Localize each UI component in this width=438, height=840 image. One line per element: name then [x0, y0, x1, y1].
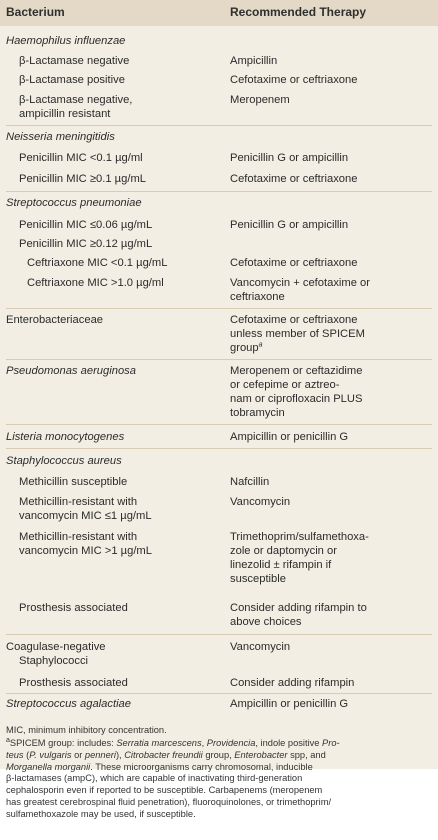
row-divider [6, 693, 432, 694]
therapy-cell [230, 341, 435, 355]
therapy-cell: zole or daptomycin or [230, 545, 337, 557]
footnote-text: spp, and [287, 749, 326, 760]
row-divider [6, 125, 432, 126]
footnote-text: or [71, 749, 85, 760]
footnote-line [6, 762, 434, 774]
bacterium-cell: Penicillin MIC ≤0.06 µg/mL [19, 219, 153, 231]
footnote-marker: a [6, 736, 10, 744]
bacterium-cell: vancomycin MIC ≤1 µg/mL [19, 510, 152, 522]
therapy-cell: Trimethoprim/sulfamethoxa- [230, 531, 369, 543]
row-divider [6, 359, 432, 360]
bacterium-name: Streptococcus agalactiae [6, 698, 132, 710]
footnote-species: Providencia [206, 738, 256, 748]
footnote-species: Morganella morganii [6, 761, 91, 772]
therapy-cell: Penicillin G or ampicillin [230, 152, 349, 164]
therapy-cell: Cefotaxime or ceftriaxone [230, 257, 358, 269]
therapy-cell: linezolid ± rifampin if [230, 559, 332, 571]
footnote-a [6, 738, 434, 821]
footnote-text: , indole positive [255, 738, 323, 748]
bacterium-name: Neisseria meningitidis [6, 131, 115, 143]
therapy-cell: Ampicillin or penicillin G [230, 431, 349, 443]
row-divider [6, 308, 432, 309]
footnote-text: , [201, 738, 207, 748]
footnote-text: group, [202, 749, 235, 760]
table-header [0, 0, 438, 26]
bacterium-name: Coagulase-negative [6, 641, 106, 653]
therapy-cell: Cefotaxime or ceftriaxone [230, 314, 358, 326]
bacterium-cell: β-Lactamase negative, [19, 94, 133, 106]
therapy-text: group [230, 342, 259, 354]
therapy-cell: or cefepime or aztreo- [230, 379, 340, 391]
bacterium-cell: Methicillin susceptible [19, 476, 128, 488]
footnote-species: Citrobacter freundii [124, 749, 203, 760]
footnote-line [6, 738, 434, 750]
therapy-cell: Consider adding rifampin [230, 677, 355, 689]
footnote-species: P. vulgaris [29, 749, 72, 760]
therapy-cell: above choices [230, 616, 302, 628]
footnote-line: β-lactamases (ampC), which are capable of inactivating third-generation [6, 773, 303, 784]
bacterium-cell: Penicillin MIC ≥0.12 µg/mL [19, 238, 153, 250]
footnote-species: Pro- [322, 738, 340, 748]
therapy-cell: Vancomycin [230, 496, 291, 508]
bacterium-name: Pseudomonas aeruginosa [6, 365, 136, 377]
footnote-text: SPICEM group: includes: [9, 738, 117, 748]
bacterium-name-cont: Staphylococci [19, 655, 89, 667]
therapy-cell: Nafcillin [230, 476, 270, 488]
therapy-cell: susceptible [230, 573, 286, 585]
bacterium-cell: β-Lactamase negative [19, 55, 130, 67]
bacterium-cell: Ceftriaxone MIC <0.1 µg/mL [27, 257, 168, 269]
bacterium-cell: Prosthesis associated [19, 602, 128, 614]
footnote-text: ( [23, 749, 30, 760]
bacterium-cell: Ceftriaxone MIC >1.0 µg/ml [27, 277, 164, 289]
therapy-cell: Vancomycin + cefotaxime or [230, 277, 371, 289]
bacterium-cell: Penicillin MIC ≥0.1 µg/mL [19, 173, 146, 185]
footnote-line: has greatest cerebrospinal fluid penetration), fluoroquinolones, or trimethoprim/ [6, 796, 332, 807]
row-divider [6, 191, 432, 192]
therapy-cell: Meropenem [230, 94, 290, 106]
footnote-mic: MIC, minimum inhibitory concentration. [6, 725, 167, 735]
bacterium-cell: β-Lactamase positive [19, 74, 125, 86]
row-divider [6, 634, 432, 635]
therapy-cell: Ampicillin [230, 55, 278, 67]
row-divider [6, 424, 432, 425]
bacterium-cell: Methicillin-resistant with [19, 531, 138, 543]
bacterium-name: Haemophilus influenzae [6, 35, 126, 47]
bacterium-name: Listeria monocytogenes [6, 431, 125, 443]
footnote-species: Serratia marcescens [116, 738, 202, 748]
footnote-species: teus [6, 749, 24, 760]
footnote-species: penneri [84, 749, 116, 760]
bacterium-name: Staphylococcus aureus [6, 455, 122, 467]
therapy-cell: Cefotaxime or ceftriaxone [230, 74, 358, 86]
bacterium-cell: vancomycin MIC >1 µg/mL [19, 545, 152, 557]
bacterium-cell: Methicillin-resistant with [19, 496, 138, 508]
therapy-cell: Ampicillin or penicillin G [230, 698, 349, 710]
bacterium-name: Enterobacteriaceae [6, 314, 104, 326]
footnote-species: Enterobacter [234, 749, 288, 760]
therapy-cell: unless member of SPICEM [230, 328, 365, 340]
therapy-cell: Penicillin G or ampicillin [230, 219, 349, 231]
therapy-cell: Cefotaxime or ceftriaxone [230, 173, 358, 185]
footnote-marker: a [258, 341, 263, 349]
bacterium-name: Streptococcus pneumoniae [6, 197, 142, 209]
footnote-text: . These microorganisms carry chromosomal, inducible [90, 761, 313, 772]
therapy-cell: tobramycin [230, 407, 285, 419]
therapy-cell: Meropenem or ceftazidime [230, 365, 363, 377]
bacterium-cell: ampicillin resistant [19, 108, 111, 120]
header-bacterium: Bacterium [6, 5, 65, 19]
row-divider [6, 448, 432, 449]
footnote-line: cephalosporin even if reported to be susceptible. Carbapenems (meropenem [6, 785, 323, 796]
header-therapy: Recommended Therapy [230, 5, 367, 19]
bacterium-cell: Penicillin MIC <0.1 µg/ml [19, 152, 143, 164]
footnote-line: sulfamethoxazole may be used, if susceptible. [6, 808, 196, 819]
therapy-cell: Vancomycin [230, 641, 291, 653]
therapy-cell: nam or ciprofloxacin PLUS [230, 393, 363, 405]
therapy-cell: ceftriaxone [230, 291, 285, 303]
therapy-cell: Consider adding rifampin to [230, 602, 367, 614]
bacterium-cell: Prosthesis associated [19, 677, 128, 689]
footnote-line [6, 750, 434, 762]
footnote-text: ), [115, 749, 125, 760]
